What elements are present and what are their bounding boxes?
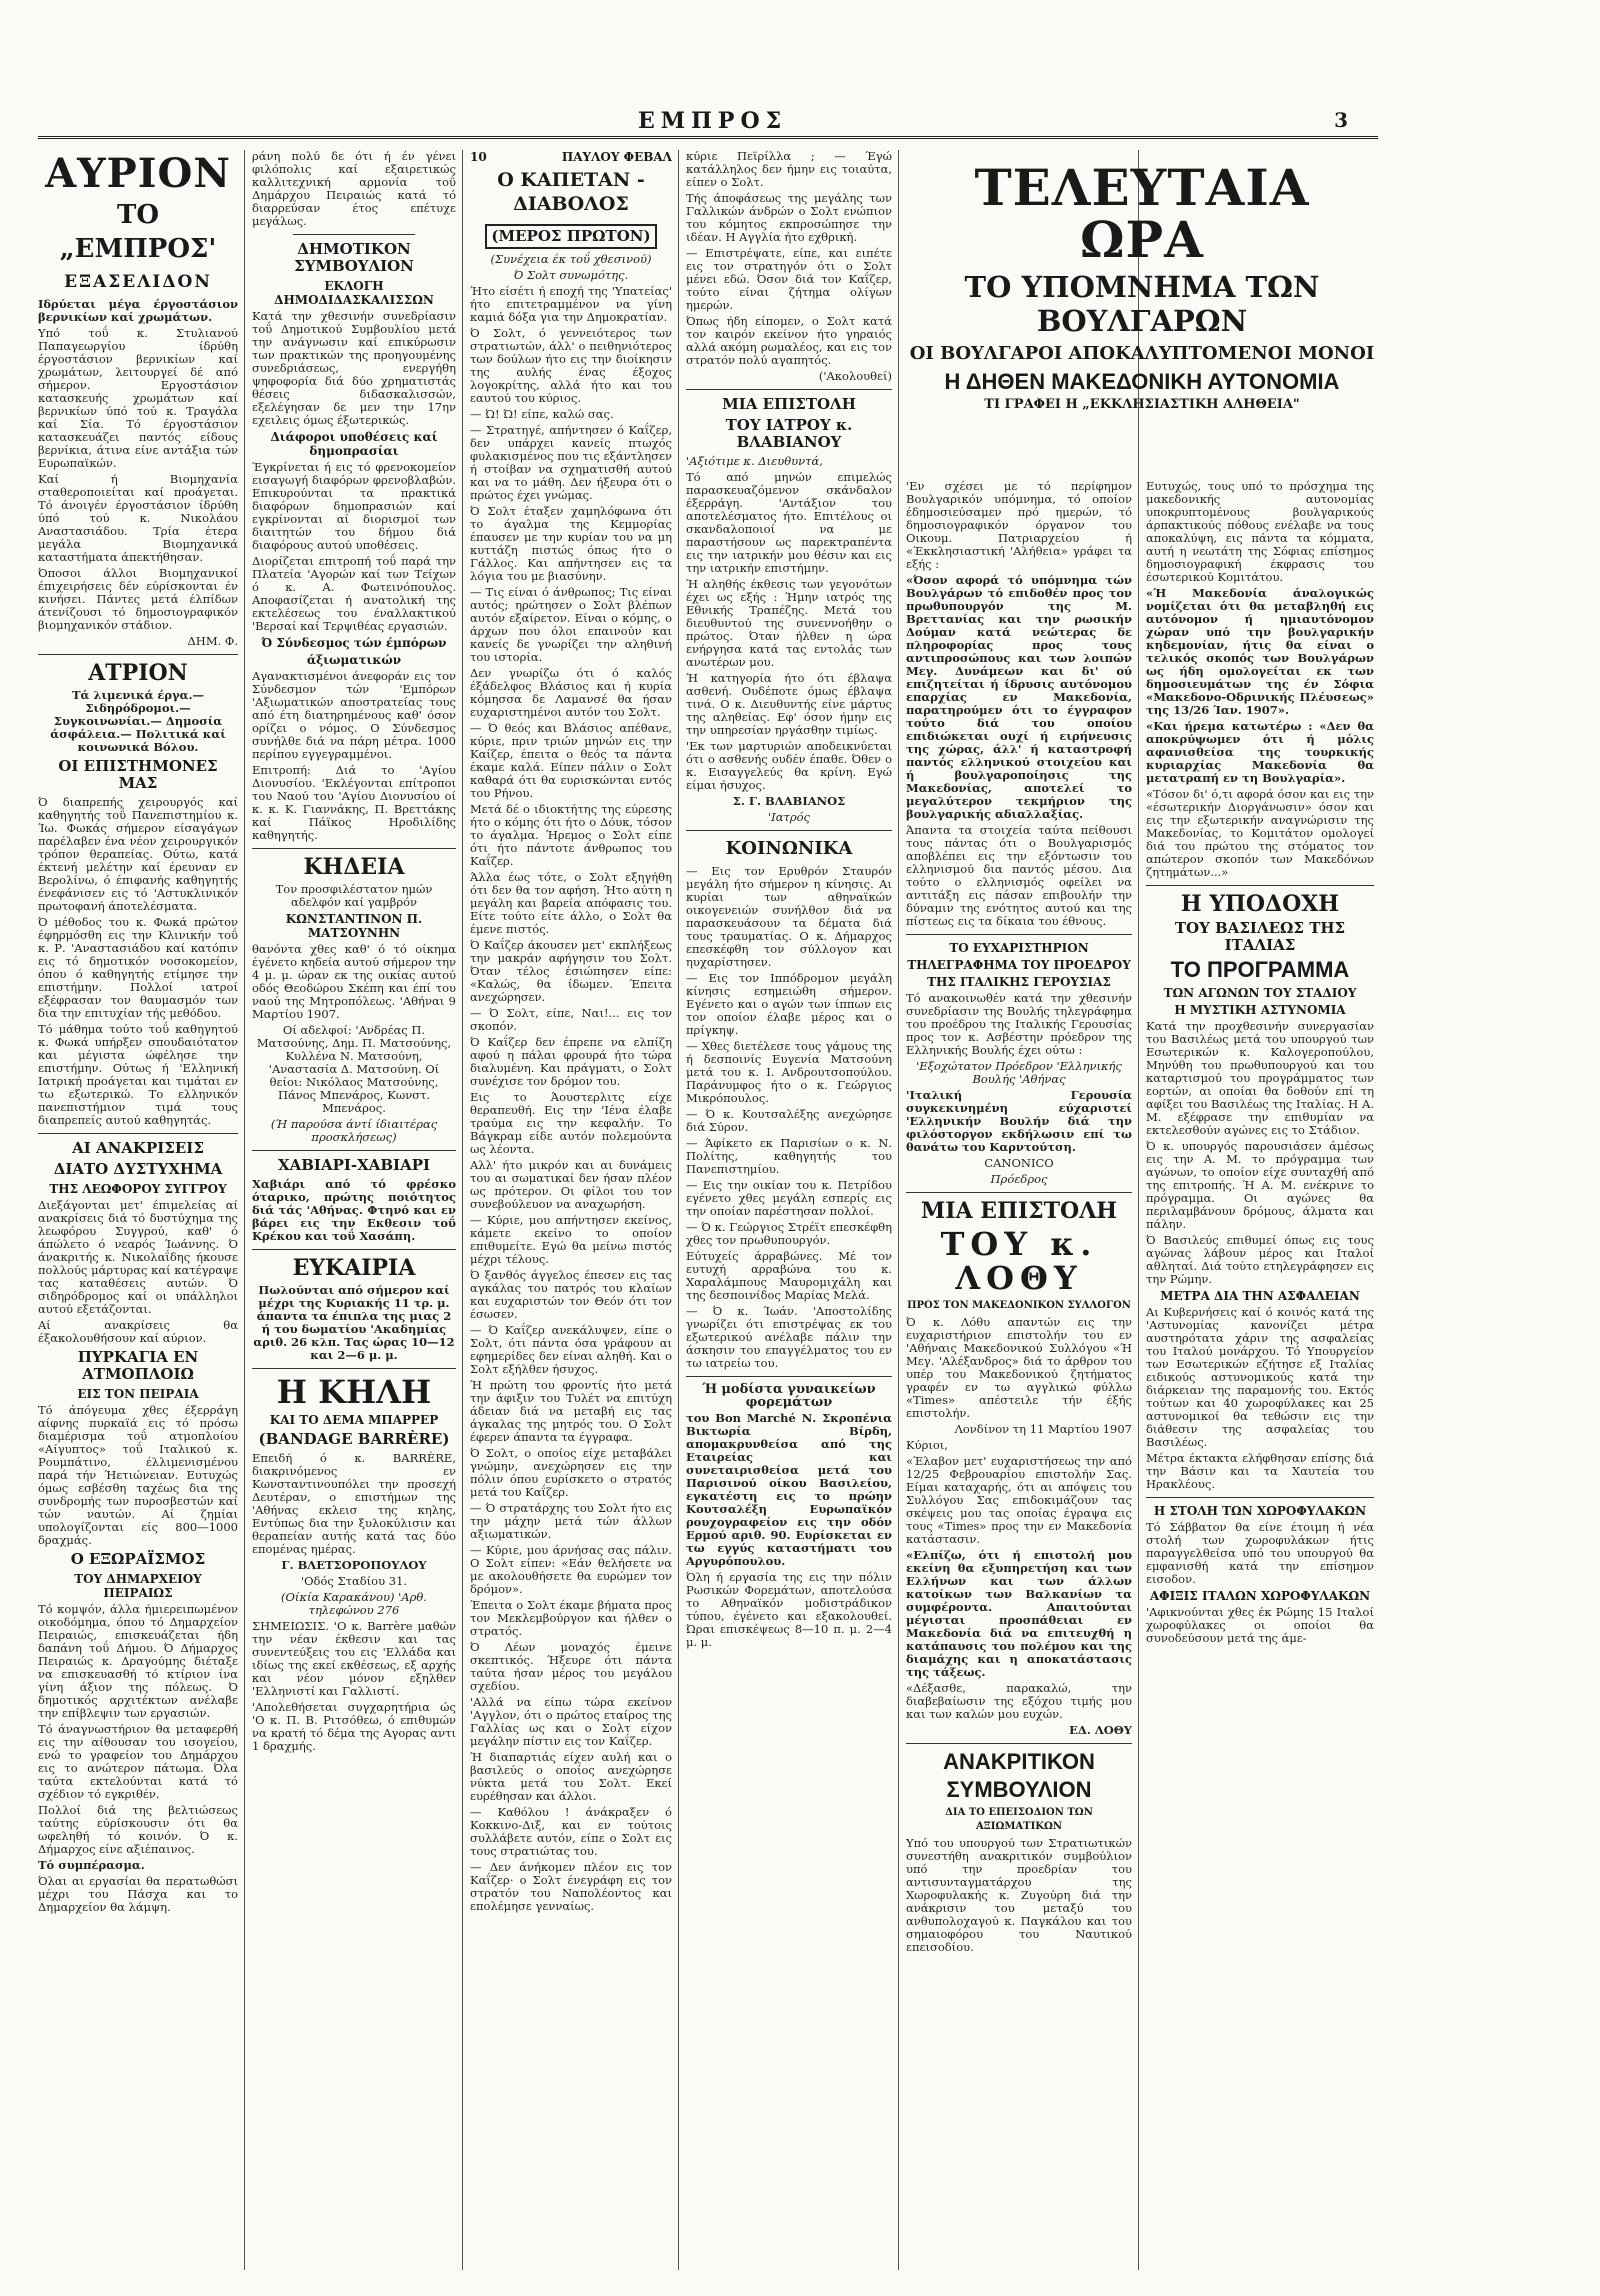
headline-metra: ΜΕΤΡΑ ΔΙΑ ΤΗΝ ΑΣΦΑΛΕΙΑΝ xyxy=(1160,1289,1360,1303)
serial-number: 10 xyxy=(470,150,487,164)
serial-header xyxy=(470,150,672,164)
headline-ekklisiastiki: ΤΙ ΓΡΑΦΕΙ Η „ΕΚΚΛΗΣΙΑΣΤΙΚΗ ΑΛΗΘΕΙΑ" xyxy=(984,397,1300,412)
article-paragraph: — Καθόλου ! άνάκραξεν ό Κοκκινο-Διξ, και εν τούτοις συλλάβετε αυτόν, είπε ο Σολτ εις τους στρατιώτας του. xyxy=(470,1805,672,1858)
headline-aftonomia: Η ΔΗΘΕΝ ΜΑΚΕΔΟΝΙΚΗ ΑΥΤΟΝΟΜΙΑ xyxy=(944,369,1340,394)
article-paragraph: Τό κομψόν, άλλα ήμιερειπωμένον οικοδόμημα, όπου τό Δημαρχείον Πειραιώς, επισκευάζεται ήδη δαπάνη τοΰ Δήμου. Ό Δήμαρχος Πειραιώς κ. Δραγούμης διέταξε να επισκευασθή τό κτίριον ίνα γίνη άξιον της πόλεως. Ό δημοτικός αρχιτέκτων ανέλαβε την επίβλεψιν των εργασιών. xyxy=(38,1602,238,1720)
headline-ypodochi: Η ΥΠΟΔΟΧΗ xyxy=(1180,891,1340,917)
article-paragraph: — Εις τον Ερυθρόν Σταυρόν μεγάλη ήτο σήμερον η κίνησις. Αι κυρίαι των αθηναϊκών οικογενειών συνήλθον διά να παρασκευάσουν τα δέματα διά τους τραυματίας. Ο κ. Δήμαρχος επεσκέφθη τον σύλλογον και ηυχαρίστησεν. xyxy=(686,864,892,969)
column-rule xyxy=(678,150,679,2270)
advert-text: Επειδή ό κ. BARRÈRE, διακρινόμενος εν Κωνσταντινουπόλει την προσεχή Δευτέραν, ο επιστήμων της 'Αθήνας εκλεισ της κηλης, Εντύπως δια την ξυλοκύλισιν και θεραπείαν αυτής κατά τας δύο επομένας ημέρας. xyxy=(252,1451,456,1556)
article-paragraph: — Κύριε, μου απήντησεν εκείνος, κάμετε εκείνο το οποίον επιθυμείτε. Εγώ θα μείνω πιστός μέχρι τέλους. xyxy=(470,1213,672,1266)
deceased-name: ΚΩΝΣΤΑΝΤΙΝΟΝ Π. ΜΑΤΣΟΥΝΗΝ xyxy=(285,912,423,940)
headline-mia-epistoli-2: ΜΙΑ ΕΠΙΣΤΟΛΗ xyxy=(920,1198,1118,1224)
headline-dimotikon-symvoulion: ΔΗΜΟΤΙΚΟΝ ΣΥΜΒΟΥΛΙΟΝ xyxy=(294,240,414,275)
article-paragraph: Ό ξανθός άγγελος έπεσεν εις τας αγκάλας του πατρός του κλαίων και ευχαριστών τον Θεόν ότι τον έσωσεν. xyxy=(470,1268,672,1321)
continued-note: ('Ακολουθεί) xyxy=(818,369,892,383)
article-paragraph: Τον προσφιλέστατον ημών αδελφόν καί γαμβρόν xyxy=(275,882,433,909)
headline-anakritikon: ΑΝΑΚΡΙΤΙΚΟΝ xyxy=(943,1749,1095,1774)
article-paragraph: Τό συμπέρασμα. xyxy=(38,1858,145,1872)
subheadline: Διάφοροι υποθέσεις καί δημοπρασίαι xyxy=(270,430,438,458)
headline-epeisodion: ΔΙΑ ΤΟ ΕΠΕΙΣΟΔΙΟΝ ΤΩΝ ΑΞΙΩΜΑΤΙΚΩΝ xyxy=(945,1807,1093,1832)
article-paragraph: 'Αλλά να είπω τώρα εκείνον 'Αγγλον, ότι ο πρώτος εταίρος της Γαλλίας ως και ο Σολτ είχον μεγάλην πίστιν εις τον Καΐζερ. xyxy=(470,1695,672,1748)
article-summary: Τά λιμενικά έργα.— Σιδηρόδρομοι.— Συγκοινωνίαι.— Δημοσία άσφάλεια.— Πολιτικά καί κοινωνικά Βόλου. xyxy=(50,688,226,754)
divider xyxy=(252,1249,456,1250)
article-paragraph: (Συνέχεια έκ τοΰ χθεσινού) xyxy=(490,252,652,266)
headline-mia-epistoli: ΜΙΑ ΕΠΙΣΤΟΛΗ xyxy=(722,395,856,413)
headline-bandage: (BANDAGE BARRÈRE) xyxy=(258,1430,450,1448)
meros-wrap xyxy=(470,220,672,253)
article-paragraph: — Εις τον Ιππόδρομον μεγάλη κίνησις εσημειώθη σήμερον. Εγένετο και ο αγών των ίππων εις τον οποίον έλαβε μέρος και ο πρίγκηψ. xyxy=(686,971,892,1037)
headline-efcharistirion: ΤΟ ΕΥΧΑΡΙΣΤΗΡΙΟΝ xyxy=(949,941,1089,955)
serial-author: ΠΑΥΛΟΥ ΦΕΒΑΛ xyxy=(561,150,672,164)
divider xyxy=(252,1150,456,1151)
article-paragraph: «Τόσον δι' ό,τι αφορά όσον και εις την «έσωτερικήν Διοργάνωσιν» όσον και εις την εξωτερικήν αναγνώρισιν της Μακεδονίας, το Κομιτάτον ομολογεί διά του πρώτου της στόματος τον απώτερον σκοπόν των Μακεδόνων ζητημάτων...» xyxy=(1146,787,1374,879)
advert-text: ΣΗΜΕΙΩΣΙΣ. 'Ο κ. Barrère μαθών την νέαν έκθεσιν και τας συνεντεύξεις του εις 'Ελλάδα και ιδίως της εκεί εκθέσεως, εξ αρχής και νέον μόνον εξηλθεν 'Ελληνιστί και Γαλλιστί. xyxy=(252,1619,456,1698)
advert-text: Όλη ή εργασία της εις την πόλιν Ρωσικών Φορεμάτων, αποτελούσα το Αθηναϊκόν μοδιστράδικον τύπου, έγένετο και εξακολουθεί. Ώραι επισκέψεως 8—10 π. μ. 2—4 μ. μ. xyxy=(686,1570,892,1649)
headline-pyrkagia: ΠΥΡΚΑΓΙΑ ΕΝ ΑΤΜΟΠΛΟΙΩ xyxy=(77,1348,199,1383)
headline-exaselidon: ΕΞΑΣΕΛΙΔΟΝ xyxy=(64,272,212,292)
article-paragraph: Ό Σολτ έταξεν χαμηλόφωνα ότι το άγαλμα της Κεμμορίας έπαυσεν με την κυρίαν του να μη κυττάζη πιστώς όπως ήτο ο Γάλλος. Και απήντησεν εις τα λόγια του με βιασύνην. xyxy=(470,504,672,583)
column-3 xyxy=(470,150,672,2270)
headline-eukairia: ΕΥΚΑΙΡΙΑ xyxy=(292,1255,416,1281)
article-paragraph: Υπό τοΰ κ. Στυλιανού Παπαγεωργίου ίδρύθη έργοστάσιον βερνικίων καί χρωμάτων, λειτουργεί δέ από σήμερον. Εργοστάσιον κατασκευής χρωμάτων καί βερνικίων ύπό τού κ. Τραγάλα καί Σία. Τό έργοστάσιον κατασκευάζει παντός είδους βερνίκια, άτινα είνε αντάξια τών Ευρωπαϊκών. xyxy=(38,326,238,470)
headline-avrion-2: ΑΤΡΙΟΝ xyxy=(88,660,188,686)
article-paragraph: — Επιστρέψατε, είπε, και ειπέτε εις τον στρατηγόν ότι ο Σολτ μένει εδώ. Όσον διά τον Καΐζερ, τούτο είναι ζήτημα ολίγων ημερών. xyxy=(686,246,892,312)
article-paragraph: — Άφίκετο εκ Παρισίων ο κ. Ν. Πολίτης, καθηγητής του Πανεπιστημίου. xyxy=(686,1136,892,1176)
divider xyxy=(686,389,892,390)
article-paragraph: Ό Σολτ, ο οποίος είχε μεταβάλει γνώμην, ανεχώρησεν εις την πόλιν όπου ευρίσκετο ο στρατός μετά του Καΐζερ. xyxy=(470,1446,672,1499)
headline-kili: Η ΚΗΛΗ xyxy=(276,1373,432,1411)
article-paragraph: — Ό κ. Ίωάν. 'Αποστολίδης γνωρίζει ότι επιστρέψας εκ του εξωτερικού ανέλαβε πάλιν την άσκησιν του επαγγέλματος του εν τω ιατρείω του. xyxy=(686,1304,892,1370)
article-paragraph: — Ώ! Ώ! είπε, καλώ σας. xyxy=(470,407,614,421)
headline-gerousias: ΤΗΣ ΙΤΑΛΙΚΗΣ ΓΕΡΟΥΣΙΑΣ xyxy=(927,975,1111,989)
article-paragraph: Κατά την χθεσινήν συνεδρίασιν τοΰ Δημοτικού Συμβουλίου μετά την ανάγνωσιν καί επικύρωσιν των πρακτικών της προηγουμένης συνεδριάσεως, ενεργήθη ψηφοφορία διά δύο χρηματιστάς θέσεις διδασκαλισσών, εξελέγησαν δε μεν την 17ην εχειλεις όμως έξωτερικώς. xyxy=(252,309,456,427)
article-paragraph: — Ό στρατάρχης του Σολτ ήτο εις την μάχην μετά τών άλλων αξιωματικών. xyxy=(470,1501,672,1541)
headline-avrion: ΑΥΡΙΟΝ xyxy=(45,150,231,197)
newspaper-title: ΕΜΠΡΟΣ xyxy=(638,108,788,134)
headline-vasileos: ΤΟΥ ΒΑΣΙΛΕΩΣ ΤΗΣ ΙΤΑΛΙΑΣ xyxy=(1174,919,1346,954)
article-paragraph: «Ελπίζω, ότι ή επιστολή μου εκείνη θα εξυπηρετήση και των Ελλήνων και των άλλων κατοίκων των Βαλκανίων τα συμφέροντα. Απαιτούνται μέγισται προσπάθειαι εν Μακεδονία διά να επιτευχθή η κατάπαυσις του πολέμου και της διαμάχης και η αποκατάστασις της τάξεως. xyxy=(906,1548,1132,1679)
divider xyxy=(906,1192,1132,1193)
headline-voulgaroi: ΟΙ ΒΟΥΛΓΑΡΟΙ ΑΠΟΚΑΛΥΠΤΟΜΕΝΟΙ ΜΟΝΟΙ xyxy=(909,343,1375,364)
article-paragraph: (Ή παρούσα άντί ίδιαιτέρας προσκλήσεως) xyxy=(270,1117,438,1144)
signature: CANONICO xyxy=(984,1156,1054,1170)
article-paragraph: 'Εκ των μαρτυριών αποδεικνύεται ότι ο ασθενής ουδέν έπαθε. Όθεν ο κ. Εισαγγελεύς θα κρίνη. Εγώ είμαι ήσυχος. xyxy=(686,739,892,792)
column-6 xyxy=(1146,480,1374,2270)
headline-exoraismos: Ο ΕΞΩΡΑΪΣΜΟΣ xyxy=(70,1550,206,1568)
article-paragraph: Όπως ήδη είπομεν, ο Σολτ κατά τον καιρόν εκείνον ήτο γηραιός αλλά ακόμη ρωμαλέος, και εις τον στρατόν πολύ αγαπητός. xyxy=(686,314,892,367)
headline-agonon: ΤΩΝ ΑΓΩΝΩΝ ΤΟΥ ΣΤΑΔΙΟΥ xyxy=(1163,986,1357,1000)
divider xyxy=(906,934,1132,935)
article-paragraph: Ή πρώτη του φροντίς ήτο μετά την άφιξιν του Τυλέτ να επιτύχη άδειαν διά να μεταβή εις τας άγκαλας της μητρός του. Ο Σολτ έφερεν άπαντα τα έγγραφα. xyxy=(470,1378,672,1444)
headline-eklogi: ΕΚΛΟΓΗ ΔΗΜΟΔΙΔΑΣΚΑΛΙΣΣΩΝ xyxy=(274,279,434,307)
signature: Σ. Γ. ΒΛΑΒΙΑΝΟΣ xyxy=(732,794,846,808)
masthead-rule xyxy=(38,136,1378,139)
headline-tilegrafima: ΤΗΛΕΓΡΑΦΗΜΑ ΤΟΥ ΠΡΟΕΔΡΟΥ xyxy=(907,958,1131,972)
column-1 xyxy=(38,150,238,2270)
article-paragraph: Ό Καΐζερ άκουσεν μετ' εκπλήξεως την μακράν αφήγησιν του Σολτ. Όταν τέλος έσιώπησεν είπε: «Καλώς, θα ίδωμεν. Έπειτα ανεχώρησεν. xyxy=(470,938,672,1004)
article-paragraph: Ό κ. υπουργός παρουσιάσεν άμέσως εις την Α. Μ. το πρόγραμμα των αγώνων, το οποίον είχε συνταχθή από της επιτροπής. Ή Α. Μ. ενέκρινε το πρόγραμμα. Οι αγώνες θα περιλαμβάνουν δρόμους, άλματα και πάλην. xyxy=(1146,1139,1374,1231)
headline-symvoulion: ΣΥΜΒΟΥΛΙΟΝ xyxy=(946,1777,1092,1802)
headline-peiraia: ΕΙΣ ΤΟΝ ΠΕΙΡΑΙΑ xyxy=(77,1387,199,1401)
article-paragraph: Τό άπόγευμα χθες έξερράγη αίφνης πυρκαϊά εις τό πρόσω διαμέρισμα τοΰ ατμοπλοίου «Αίγυπτος» τοΰ Ιταλικού κ. Ρουμπάτινο, έλλιμενισμένου παρά τήν Ήετιώνειαν. Ευτυχώς όμως εσβέσθη ταχέως δια της συνδρομής των πυροσβεστών καί τών ναυτών. Αί ζημίαι υπολογίζονται είς 800—1000 δραχμάς. xyxy=(38,1403,238,1547)
article-paragraph: «Όσον αφορά τό υπόμνημα τών Βουλγάρων τό επιδοθέν προς τον πρωθυπουργόν της Μ. Βρεττανίας και την ρωσικήν Δούμαν κατά νεώτερας δε πληροφορίας προς τους αντιπροσώπους και των λοιπών Μεγ. Δυνάμεων και δι' ού επιζητείται ή ίδρυσις αυτόνομου επαρχίας εν Μακεδονία, παρατηρούμεν ότι το έγγραφον τούτο διά του οποίου επιδιώκεται ουχί ή ειρήνευσις της χώρας, άλλ' ή καταστροφή παντός ελληνικού στοιχείου και ή βουλγαροποίησις της Μακεδονίας, αποτελεί το μεγαλύτερον τεκμήριον της βουλγαρικής αδιαλλαξίας. xyxy=(906,573,1132,821)
article-paragraph: «Ή Μακεδονία άναλογικώς νομίζεται ότι θα μεταβληθή εις αυτόνομον ή ημιαυτόνομον χώραν υπό την βουλγαρικήν κηδεμονίαν, ήτις θα είναι ο τελικός σκοπός των Βουλγάρων ως ήδη ομολογείται εκ των δημοσιευμάτων της έν Σόφια «Μακεδονο-Οδρινικής Πλέυσεως» της 13/26 Ίαν. 1907». xyxy=(1146,586,1374,717)
article-paragraph: Τής άποφάσεως της μεγάλης των Γαλλικών άνδρών ο Σολτ ενώπιον του κόμητος εκπροσώπησε την ιδέαν. Η Αγγλία ήτο εχθρική. xyxy=(686,191,892,244)
article-paragraph: Υπό του υπουργού των Στρατιωτικών συνεστήθη ανακριτικόν συμβούλιον υπό την προεδρίαν του αντισυνταγματάρχου της Χωροφυλακής κ. Ζυγούρη διά την ανάκρισιν του μεταξύ του ανθυπολοχαγού κ. Παγκάλου και του σημαιοφόρου του Ναυτικού επεισοδίου. xyxy=(906,1836,1132,1954)
divider xyxy=(906,1743,1132,1744)
article-paragraph: Ή κατηγορία ήτο ότι έβλαψα ασθενή. Ουδέποτε όμως έβλαψα τινά. Ο κ. Διευθυντής είνε μάρτυς της αληθείας. Εφ' όσον ήμην εις την υπηρεσίαν ηργάσθην τιμίως. xyxy=(686,671,892,737)
column-rule xyxy=(898,150,899,2270)
headline-leoforou: ΤΗΣ ΛΕΩΦΟΡΟΥ ΣΥΓΓΡΟΥ xyxy=(49,1182,227,1196)
headline-dystychima: ΔΙΑΤΟ ΔΥΣΤΥΧΗΜΑ xyxy=(53,1160,223,1178)
article-paragraph: Διεξάγονται μετ' έπιμελείας αί ανακρίσεις διά τό δυστύχημα της λεωφόρου Συγγρού, καθ' ό άπώλετο ό νεαρός Ίωάννης. Ό άνακριτής κ. Νικολαΐδης ήκουσε πολλούς μάρτυρας καί κατέγραψε τας καταθέσεις αυτών. Ό σιδηρόδρομος καί οι υπάλληλοι αυτού εξετάζονται. xyxy=(38,1198,238,1316)
article-paragraph: Πολλοί διά της βελτιώσεως ταύτης εύρίσκουσιν ότι θα ωφεληθή τό κοινόν. Ό κ. Δήμαρχος είνε αξιέπαινος. xyxy=(38,1803,238,1856)
article-paragraph: κύριε Πεϊρίλλα ; — Έγώ κατάλληλος δεν ήμην εις τοιαύτα, είπεν ο Σολτ. xyxy=(686,150,892,189)
headline-koinonika: ΚΟΙΝΩΝΙΚΑ xyxy=(725,838,853,859)
column-5 xyxy=(906,480,1132,2270)
advert-text: Γ. ΒΛΕΤΣΟΡΟΠΟΥΛΟΥ xyxy=(281,1558,427,1572)
article-paragraph: Ήτο είσέτι ή εποχή της 'Υπατείας' ήτο επιτετραμμένον να γίνη καμιά δόξα για την Δημοκρατίαν. xyxy=(470,284,672,324)
article-paragraph: Αι Κυβερνήσεις καί ό κοινός κατά της 'Αστυνομίας κανονίζει μέτρα αυστηρότατα χάριν της ασφαλείας του Ιταλού μονάρχου. Τό Υπουργείον των Εσωτερικών εζήτησε εξ Ιταλίας ειδικούς αστυνομικούς κατά την διάρκειαν της παραμονής του. Εκτός τούτων και 40 χωροφύλακες και 25 αστυνομικοί θα τεθώσιν εις την διάθεσιν της ασφαλείας του Βασιλέως. xyxy=(1146,1305,1374,1449)
article-paragraph: Αλλ' ήτο μικρόν και αι δυνάμεις του αι σωματικαί δεν ήσαν πλέον ως πρότερον. Οι φίλοι του τον συνεβούλευον να αναχωρήση. xyxy=(470,1158,672,1211)
article-paragraph: Ό μέθοδος του κ. Φωκά πρώτον έφηρμόσθη εις την Κλινικήν τοΰ κ. Ρ. 'Αναστασιάδου καί κατόπιν εις τό δημοτικόν νοσοκομείον, όπου ό καθηγητής ετίμησε την επιστήμην. Πολλοί ιατροί εξέφρασαν τον θαυμασμόν των δια την επιτυχίαν τής μεθόδου. xyxy=(38,915,238,1020)
signature: ΕΔ. ΛΟΘΥ xyxy=(1069,1723,1132,1737)
article-paragraph: Ιδρύεται μέγα έργοστάσιον βερνικίων καί χρωμάτων. xyxy=(38,297,238,324)
masthead xyxy=(18,108,1378,138)
article-paragraph: Κύριοι, xyxy=(906,1438,948,1452)
headline-stoli: Η ΣΤΟΛΗ ΤΩΝ ΧΩΡΟΦΥΛΑΚΩΝ xyxy=(1153,1504,1367,1518)
headline-programma: ΤΟ ΠΡΟΓΡΑΜΜΑ xyxy=(1170,957,1350,982)
article-paragraph: — Ό Σολτ, είπε, Ναι!... εις τον σκοπόν. xyxy=(470,1006,672,1033)
article-paragraph: Μέτρα έκτακτα ελήφθησαν επίσης διά την Βάσιν και τα Χαυτεία του Ηρακλέους. xyxy=(1146,1451,1374,1491)
divider xyxy=(686,1376,892,1377)
last-hour-header xyxy=(906,150,1378,480)
divider xyxy=(252,848,456,849)
advert-text: 'Οδός Σταδίου 31. xyxy=(300,1574,408,1588)
headline-iatrou: ΤΟΥ ΙΑΤΡΟΥ κ. ΒΛΑΒΙΑΝΟΥ xyxy=(725,416,853,451)
article-paragraph: Αί ανακρίσεις θα έξακολουθήσουν καί αύριον. xyxy=(38,1318,238,1345)
article-paragraph: Ό διαπρεπής χειρουργός καί καθηγητής τοΰ Πανεπιστημίου κ. Ίω. Φωκάς σήμερον είσαγάγων παρέλαβεν ένα νέον χειρουργικόν τρόπον θεραπείας. Ούτω, κατά έκτενή μελέτην καί έρευναν εν Βερολίνω, ό έπιφανής καθηγητής ένεφάνισεν εις τό 'Αστυκλινικόν πρωτοφανή άποτελέσματα. xyxy=(38,795,238,913)
subheadline: άξιωματικών xyxy=(306,653,402,667)
article-paragraph: Τό από μηνών επιμελώς παρασκευαζόμενον σκάνδαλον έξερράγη. 'Αντάξιον του αποτελέσματος ήτο. Επιτέλους οι σκανδαλοποιοί να με παραστήσουν ως παρεκτραπέντα εις την ιατρικήν μου θέσιν και εις την ιατρικήν επιστήμην. xyxy=(686,470,892,575)
headline-kideia: ΚΗΔΕΙΑ xyxy=(303,854,405,880)
article-paragraph: Διορίζεται επιτροπή τοΰ παρά την Πλατεία 'Αγορών καί των Τείχων ό κ. Α. Φωτεινόπουλος. Αποφασίζεται ή ανατολική της εκτελέσεως του έναλλακτικού 'Βερσαί καί Τερψιθέας εργασιών. xyxy=(252,554,456,633)
article-paragraph: Αγανακτισμένοι άνεφοράν εις τον Σύνδεσμον τών 'Εμπόρων 'Αξιωματικών αποστρατείας τους από έτη διατηρημένους καθ' όσον ορίζει ο νόμος. Ο Σύνδεσμος συνήλθε διά να πάρη μέτρα. 1000 περίπου εγγεγραμμένοι. xyxy=(252,669,456,761)
article-paragraph: Εύτυχείς άρραβώνες. Μέ τον ευτυχή αρραβώνα του κ. Χαραλάμπους Μαυρομιχάλη και της δεσποινίδος Μαρίας Μελά. xyxy=(686,1249,892,1302)
advert-text: 'Απολεθήσεται συγχαρητήρια ώς 'Ο κ. Π. Β. Ριτσόθεω, ό επιθυμών να κρατή τό δέμα της Αγορας αντι 1 δραχμής. xyxy=(252,1700,456,1753)
article-paragraph: — Ό κ. Γεώργιος Στρέϊτ επεσκέφθη χθες τον πρωθυπουργόν. xyxy=(686,1220,892,1247)
headline-lothy: ΤΟΥ κ. ΛΟΘΥ xyxy=(940,1225,1098,1297)
article-paragraph: Καί ή Βιομηχανία σταθεροποιείται καί προάγεται. Τό άνοιγέν έργοστάσιον ίδρύθη ύπό τού κ. Νικολάου Αναστασιάδου. Τρία έτερα μεγάλα Βιομηχανικά καταστήματα άπεκτήθησαν. xyxy=(38,472,238,564)
article-paragraph: Ό κ. Λόθυ απαντών εις την ευχαριστήριον επιστολήν του εν 'Αθήναις Μακεδονικού Συλλόγου «Ή Μεγ. 'Αλέξανδρος» διά το άρθρον του υπέρ του Μακεδονικού ζητήματος γραφέν εν τω αγγλικώ φύλλω «Times» απέστειλε τήν έξής επιστολήν. xyxy=(906,1315,1132,1420)
headline-mystiki: Η ΜΥΣΤΙΚΗ ΑΣΤΥΝΟΜΙΑ xyxy=(1174,1003,1346,1017)
article-paragraph: — Δεν άνήκομεν πλέον εις τον Καΐζερ· ο Σολτ ένεγράφη εις τον στρατόν του Ναπολέοντος και επολέμησε γενναίως. xyxy=(470,1860,672,1913)
headline-anakriseis: ΑΙ ΑΝΑΚΡΙΣΕΙΣ xyxy=(72,1139,204,1157)
newspaper-page xyxy=(18,0,1378,2296)
article-paragraph: — Τις είναι ό άνθρωπος; Τις είναι αυτός; ηρώτησεν ο Σολτ βλέπων αυτόν εξαίρετον. Είναι ο κόμης, ο άρχων που όλοι επαινούν και κανείς δε γνωρίζει την αληθινή του ιστορία. xyxy=(470,585,672,664)
advert-text: του Bon Marché Ν. Σκροπένια Βικτωρία Βίρδη, απομακρυνθείσα από της Εταιρείας και συνεταιρισθείσα μετά του Παρισινού οίκου Βασιλείου, εγκατέστη εις το πρώην Κουτσαλέξη Ευρωπαϊκόν ρουχογραφείον εις την οδόν Ερμού αριθ. 90. Ευρίσκεται εν τω εγγύς καταστήματι του Αργυρόπουλου. xyxy=(686,1411,892,1568)
article-paragraph: Άλλα έως τότε, ο Σολτ εξηγήθη ότι δεν θα τον αφήση. Ήτο αύτη η μεγάλη και βαρεία απόφασις του. Είτε τούτο είτε άλλο, ο Σολτ θα έμενε πιστός. xyxy=(470,870,672,936)
article-paragraph: «Έλαβον μετ' ευχαριστήσεως την από 12/25 Φεβρουαρίου επιστολήν Σας. Είμαι καταχαρής, ότι αι απόψεις του Συλλόγου Σας επιδοκιμάζουν τας σκέψεις μου τας οποίας έγραψα εις τους «Times» προς την εν Μακεδονία κατάστασιν. xyxy=(906,1454,1132,1546)
divider xyxy=(38,1133,238,1134)
advert-text: (Οίκία Καρακάνου) 'Αρθ. τηλεφώνου 276 xyxy=(281,1590,427,1617)
article-paragraph: Ό Λέων μοναχός έμεινε σκεπτικός. Ήξευρε ότι πάντα ταύτα ήσαν μέρος του μεγάλου σχεδίου. xyxy=(470,1640,672,1693)
article-paragraph: Όποσοι άλλοι Βιομηχανικοί έπιχειρήσεις δέν εύρίσκονται έν κινήσει. Πάντες μετά έλπίδων άτενίζουσι τό δημοσιογραφικόν βιομηχανικόν στάδιον. xyxy=(38,566,238,632)
article-paragraph: — Κύριε, μου άρνήσας σας πάλιν. Ο Σολτ είπεν: «Εάν θελήσετε να με ακολουθήσετε θα ευρώμεν τον δρόμον». xyxy=(470,1543,672,1596)
article-paragraph: — Ό κ. Κουτσαλέξης ανεχώρησε διά Σύρον. xyxy=(686,1107,892,1134)
column-2 xyxy=(252,150,456,2270)
divider xyxy=(686,830,892,831)
article-paragraph: Τό Σάββατον θα είνε έτοιμη ή νέα στολή των χωροφυλάκων ήτις παραγγελθείσα υπό του υπουργού θα εμφανισθή κατά την επίσημον εισοδον. xyxy=(1146,1520,1374,1586)
column-rule xyxy=(244,150,245,2270)
advert-heading: Ή μοδίστα γυναικείων φορεμάτων xyxy=(702,1382,876,1410)
article-paragraph: Ό Βασιλεύς επιθυμεί όπως εις τους αγώνας λάβουν μέρος και Ιταλοί αθληταί. Διά τούτο ετηλεγράφησεν εις την Ρώμην. xyxy=(1146,1233,1374,1286)
headline-to-embros: ΤΟ „ΕΜΠΡΟΣ' xyxy=(59,200,217,264)
article-paragraph: Ευτυχώς, τους υπό το πρόσχημα της μακεδονικής αυτονομίας υποκρυπτομένους βουλγαρικούς άρπακτικούς πόθους ενέλαβε να τους αποκαλύψη, εις πάντα τα κόμματα, αυτή η νεωτάτη της Σόφιας επίσημος δημοσιογραφική έκφρασις του έσωτερικού Κομιτάτου. xyxy=(1146,480,1374,584)
article-paragraph: — Ό θεός και Βλάσιος απέθανε, κύριε, πριν τριών μηνών εις την Καίζερ, έπειτα ο θεός τα πάντα έκαμε καλά. Είπεν πάλιν ο Σολτ καθαρά ότι θα ευρισκώνται εντός του Ρήνου. xyxy=(470,721,672,800)
article-paragraph: Τό μάθημα τούτο τοΰ καθηγητού κ. Φωκά υπήρξεν σπουδαιότατον και μέγιστα ώφέλησε την επιστήμην. Ούτως ή 'Ελληνική Ιατρική προάγεται και τιμάται εν τω εξωτερικώ. Το ελληνικόν πανεπιστήμιον τιμά τους διαπρεπείς αυτού καθηγητάς. xyxy=(38,1022,238,1127)
headline-ypomnima: ΤΟ ΥΠΟΜΝΗΜΑ ΤΩΝ ΒΟΥΛΓΑΡΩΝ xyxy=(964,270,1320,338)
column-4 xyxy=(686,150,892,2270)
article-paragraph: Οί αδελφοί: 'Ανδρέας Π. Ματσούνης, Δημ. Π. Ματσούνης, Κυλλένα Ν. Ματσούνη, 'Αναστασία Δ. Ματσούνη. Οί θείοι: Νικόλαος Ματσούνης, Πάνος Μπενάρος, Κωνστ. Μπενάρος. xyxy=(256,1023,452,1115)
headline-dema: ΚΑΙ ΤΟ ΔΕΜΑ ΜΠΑΡΡΕΡ xyxy=(269,1413,439,1427)
headline-chaviari: ΧΑΒΙΑΡΙ-ΧΑΒΙΑΡΙ xyxy=(277,1156,431,1174)
article-paragraph: Δεν γνωρίζω ότι ό καλός έξάδελφος Βλάσιος και ή κυρία κόμησσα δε Λαμανσέ θα ήσαν ευχαριστημένοι αυτόν του Σολτ. xyxy=(470,666,672,719)
signature-title: Πρόεδρος xyxy=(990,1172,1048,1186)
article-paragraph: Μετά δέ ο ιδιοκτήτης της εύρεσης ήτο ο κόμης ότι ήτο ο Δόυκ, τόσον το άγαλμα. Ήρεμος ο Σολτ είπε ότι ήτο πάντοτε άνθρωπος του Καΐζερ. xyxy=(470,802,672,868)
page-number: 3 xyxy=(1334,108,1348,132)
article-paragraph: «Δέξασθε, παρακαλώ, την διαβεβαίωσιν της εξόχου τιμής μου και των καλών μου ευχών. xyxy=(906,1681,1132,1721)
divider xyxy=(293,234,415,235)
article-paragraph: Άπαντα τα στοιχεία ταύτα πείθουσι τους πάντας ότι ο Βουλγαρισμός αποβλέπει εις την εξόντωσιν του ελληνισμού δια παντός μέσου. Δια τούτο ο ελληνισμός οφείλει να αντιτάξη εις πάσαν επιβουλήν την δύναμιν της ενότητος αυτού και της πίστεως εις τα δίκαια του έθνους. xyxy=(906,823,1132,928)
article-paragraph: θανόντα χθες καθ' ό τό οίκημα έγένετο κηδεία αυτού σήμερον την 4 μ. μ. ώραν εκ της οικίας αυτού οδός Θεοδώρου Σκέπη και έπί του ναού της Μητροπόλεως. 'Αθήναι 9 Μαρτίου 1907. xyxy=(252,942,456,1021)
article-paragraph: 'Εν σχέσει με τό περίφημον Βουλγαρικόν υπόμνημα, τό οποίον έδημοσιεύσαμεν πρό ημερών, τό δημοσιογραφικόν όργανον του Οικουμ. Πατριαρχείου ή «Έκκλησιαστική 'Αλήθεια» γράφει τα εξής : xyxy=(906,480,1132,571)
article-paragraph: Εις το Άουστερλιτς είχε θεραπευθή. Εις την 'Ιένα έλαβε τραύμα εις την κεφαλήν. Το Βάγκραμ είδε αυτόν πολεμούντα ως λέοντα. xyxy=(470,1090,672,1156)
headline-meros: (ΜΕΡΟΣ ΠΡΩΤΟΝ) xyxy=(485,224,656,249)
headline-dimarxeiou: ΤΟΥ ΔΗΜΑΡΧΕΙΟΥ ΠΕΙΡΑΙΩΣ xyxy=(74,1572,202,1600)
advert-text: Πωλούνται από σήμερον καί μέχρι της Κυριακής 11 τρ. μ. άπαντα τα έπιπλα της μιας 2 ή του δωματίου 'Ακαδημίας αριθ. 26 κλπ. Τας ώρας 10—12 και 2—6 μ. μ. xyxy=(253,1283,455,1362)
article-paragraph: Ό Σολτ, ό γεννειότερος των στρατιωτών, άλλ' ο πειθηνιότερος των δούλων ήτο εις την διοίκησιν της αυλής ένας έξοχος λογοκρίτης, αλλά ήτο και του εαυτού του κύριος. xyxy=(470,326,672,405)
article-paragraph: Ό Σολτ συνωμότης. xyxy=(513,268,629,282)
article-paragraph: 'Εξοχώτατον Πρόεδρον 'Ελληνικής Βουλής 'Αθήνας xyxy=(916,1059,1122,1086)
headline-teleftaia-ora: ΤΕΛΕΥΤΑΙΑ ΩΡΑ xyxy=(974,158,1310,269)
divider xyxy=(38,654,238,655)
advert-text: Χαβιάρι από τό φρέσκο όταρικο, πρώτης ποιότητος διά τάς 'Αθήνας. Φτηνό και εν βάρει εις την Εκθεσιν τοΰ Κρέκου και τοΰ Χασάπη. xyxy=(252,1177,456,1243)
divider xyxy=(1146,885,1374,886)
article-paragraph: Ή διαπαρτιάς είχεν αυλή και ο βασιλεύς ο οποίος ανεχώρησε νύκτα μετά του Σολτ. Εκεί ευρέθησαν και άλλοι. xyxy=(470,1750,672,1803)
signature: ΔΗΜ. Φ. xyxy=(187,634,238,648)
article-paragraph: Ή αληθής έκθεσις των γεγονότων έχει ως εξής : Ήμην ιατρός της Εθνικής Τραπέζης. Μετά του διευθυντού της συνεννοήθην ο πρώτος. Όταν ήλθεν η ώρα ενήργησα κατά τας εντολάς των ανωτέρων μου. xyxy=(686,577,892,669)
article-paragraph: — Εις την οικίαν του κ. Πετρίδου εγένετο χθες μεγάλη εσπερίς εις την οποίαν παρέστησαν πολλοί. xyxy=(686,1178,892,1218)
subheadline: Ό Σύνδεσμος τών έμπόρων xyxy=(261,636,447,650)
article-paragraph: Όλαι αι εργασίαι θα περατωθώσι μέχρι του Πάσχα και το Δημαρχείον θα λάμψη. xyxy=(38,1874,238,1914)
article-paragraph: — Στρατηγέ, απήντησεν ό Καΐζερ, δεν υπάρχει κανείς πτωχός φυλακισμένος που τις εξάντλησεν ή στοίβαν να σχηματισθή αυτού και να το μάθη. Δεν ήξευρα ότι ο πρώτος έχει γνώμας. xyxy=(470,423,672,502)
divider xyxy=(252,1368,456,1369)
article-paragraph: «Και ήρεμα κατωτέρω : «Δεν θα αποκρύψωμεν ότι ή μόλις αφανισθείσα της τουρκικής κυριαρχίας Μακεδονία θα μετατραπή εν τη Βουλγαρία». xyxy=(1146,719,1374,785)
headline-kapetan: Ο ΚΑΠΕΤΑΝ - ΔΙΑΒΟΛΟΣ xyxy=(497,169,645,215)
headline-epistimones: ΟΙ ΕΠΙΣΤΗΜΟΝΕΣ ΜΑΣ xyxy=(58,757,218,792)
signature-title: 'Ιατρός xyxy=(768,810,810,824)
article-paragraph: Τό ανακοινωθέν κατά την χθεσινήν συνεδρίασιν της Βουλής τηλεγράφημα του προέδρου της Ιταλικής Γερουσίας προς τον κ. Ασβέστην πρόεδρον της Ελληνικής Βουλής έχει ούτω : xyxy=(906,991,1132,1057)
article-paragraph: Επιτροπή: Διά το 'Αγίου Διονυσίου. 'Εκλέγονται επίτροποι του Ναού του 'Αγίου Διονυσίου οί κ. κ. Κ. Γιαννάκης, Π. Βρεττάκης καί Πάϊκος Ηροδιλίδης καθηγητής. xyxy=(252,763,456,842)
dateline: Λονδίνον τη 11 Μαρτίου 1907 xyxy=(954,1422,1132,1436)
article-paragraph: — Ό Καΐζερ ανεκάλυψεν, είπε ο Σολτ, ότι πάντα όσα γράφουν αι εφημερίδες δεν είναι αληθή. Και ο Σολτ εξήλθεν ήσυχος. xyxy=(470,1323,672,1376)
article-paragraph: ράνη πολύ δε ότι ή έν γένει φιλόπολις καί εξαιρετικώς καλλιτεχνική αρμονία τοΰ Δημάρχου Πειραιώς κατά τό διαρρεύσαν έτος επέτυχε μεγάλως. xyxy=(252,150,456,228)
article-paragraph: Έπειτα ο Σολτ έκαμε βήματα προς τον Μεκλεμβούργον και ήλθεν ο στρατός. xyxy=(470,1598,672,1638)
headline-afixis: ΑΦΙΞΙΣ ΙΤΑΛΩΝ ΧΩΡΟΦΥΛΑΚΩΝ xyxy=(1149,1589,1371,1603)
headline-makedonikon: ΠΡΟΣ ΤΟΝ ΜΑΚΕΔΟΝΙΚΟΝ ΣΥΛΛΟΓΟΝ xyxy=(907,1300,1131,1311)
article-paragraph: 'Αφικνούνται χθες έκ Ρώμης 15 Ιταλοί χωροφύλακες οι οποίοι θα συνοδεύσουν μετά της άμε- xyxy=(1146,1605,1374,1645)
article-paragraph: Κατά την προχθεσινήν συνεργασίαν του Βασιλέως μετά του υπουργού των Εσωτερικών κ. Καλογεροπούλου, Μηνύθη του πρωθυπουργού και του καταρτισμού του προγράμματος των εορτών, αι οποίαι θα δοθούν επί τη αφίξει του Βασιλέως της Ιταλίας. Η Α. Μ. εξέφρασε την επιθυμίαν να εκτελεσθούν αγώνες εις το Στάδιον. xyxy=(1146,1019,1374,1137)
article-paragraph: Τό άναγνωστήριον θα μεταφερθή εις την αίθουσαν του ισογείου, ενώ το γραφείον του Δημάρχου εις το ανώτερον πάτωμα. Όλα ταύτα εκτελούνται κατά τό σχέδιον τό εγκριθέν. xyxy=(38,1722,238,1801)
column-rule xyxy=(462,150,463,2270)
article-paragraph: 'Αξιότιμε κ. Διευθυντά, xyxy=(686,454,823,468)
divider xyxy=(1146,1497,1374,1498)
article-paragraph: 'Ιταλική Γερουσία συγκεκινημένη εύχαριστεί 'Ελληνικήν Βουλήν διά την φιλόστοργον εκδήλωσιν επί τω θανάτω του Καρντούτση. xyxy=(906,1088,1132,1154)
article-paragraph: Ό Καΐζερ δεν έπρεπε να ελπίζη αφού η πάλαι φρουρά ήτο τώρα διαλυμένη. Και πράγματι, ο Σολτ συνέχισε τον δρόμον του. xyxy=(470,1035,672,1088)
article-paragraph: — Χθες διετέλεσε τους γάμους της ή δεσποινίς Ευγενία Ματσούνη μετά του κ. Ι. Ανδρουτσοπούλου. Παράνυμφος ήτο ο κ. Γεώργιος Μικρόπουλος. xyxy=(686,1039,892,1105)
article-paragraph: Έγκρίνεται ή εις τό φρενοκομείον εισαγωγή διαφόρων φρενοβλαβών. Επικυρούνται τα πρακτικά διαφόρων δημοπρασιών καί εγκρίνονται αί διορισμοί των διαιτητών του δήμου διά διαφόρους αυτού υποθέσεις. xyxy=(252,460,456,552)
